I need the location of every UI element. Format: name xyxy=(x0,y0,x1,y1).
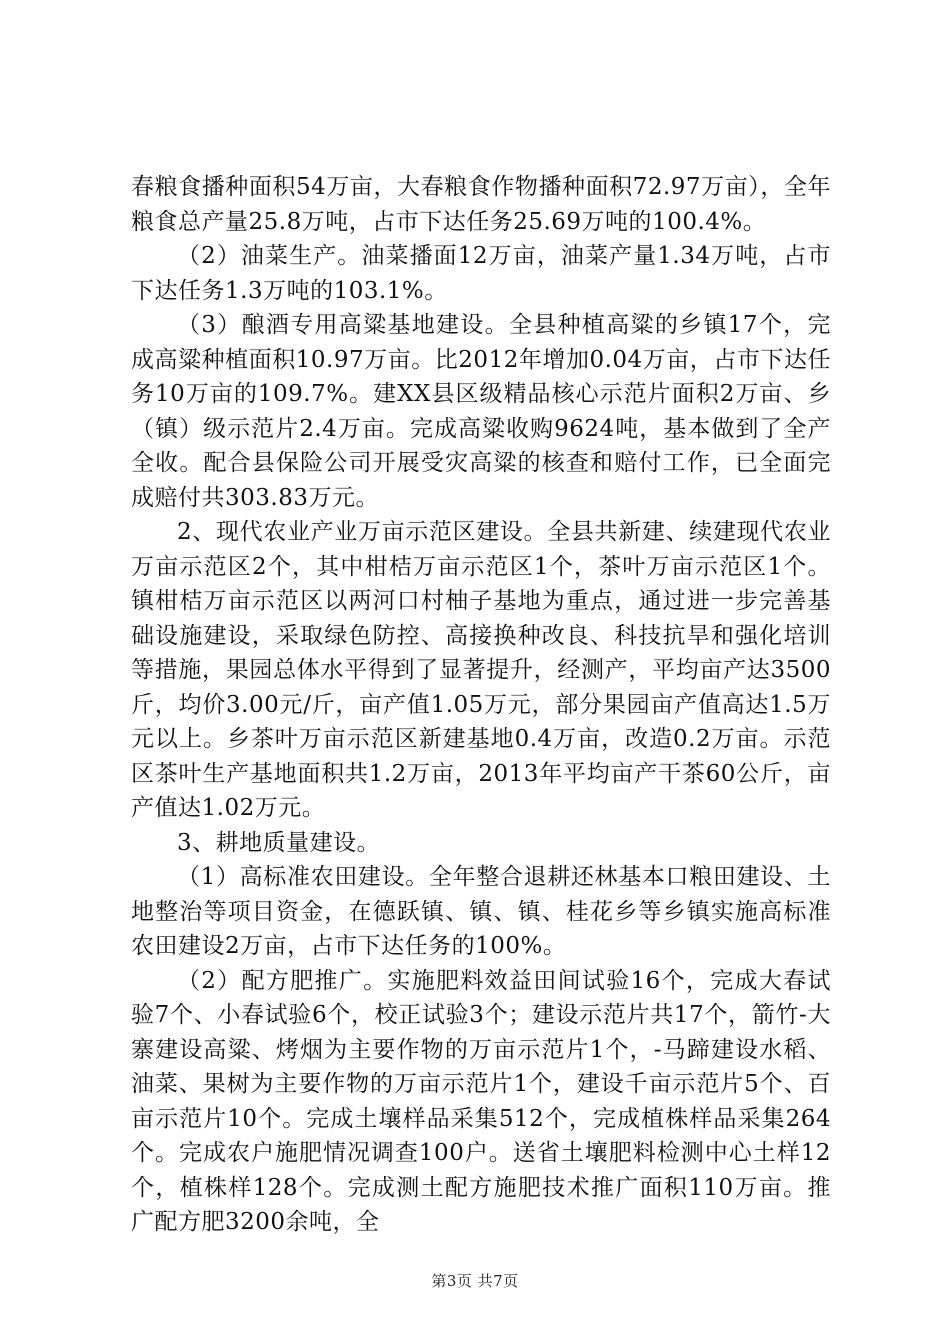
paragraph-5: 3、耕地质量建设。 xyxy=(177,829,381,856)
document-body xyxy=(131,170,831,1240)
page-footer: 第3页 共7页 xyxy=(431,1272,519,1290)
paragraph-3: （3）酿酒专用高粱基地建设。全县种植高粱的乡镇17个，完成高粱种植面积10.97万亩。比2012年增加0.04万亩，占市下达任务10万亩的109.7%。建XX县区级精品核心示范片面积2万亩、乡（镇）级示范片2.4万亩。完成高粱收购9624吨，基本做到了全产全收。配合县保险公司开展受灾高粱的核查和赔付工作，已全面完成赔付共303.83万元。 xyxy=(131,312,831,511)
paragraph-6: （1）高标准农田建设。全年整合退耕还林基本口粮田建设、土地整治等项目资金，在德跃镇、镇、镇、桂花乡等乡镇实施高标准农田建设2万亩，占市下达任务的100%。 xyxy=(131,864,831,959)
paragraph-2: （2）油菜生产。油菜播面12万亩，油菜产量1.34万吨，占市下达任务1.3万吨的103.1%。 xyxy=(131,243,831,304)
paragraph-7: （2）配方肥推广。实施肥料效益田间试验16个，完成大春试验7个、小春试验6个，校正试验3个；建设示范片共17个，箭竹-大寨建设高粱、烤烟为主要作物的万亩示范片1个，-马蹄建设水稻、油菜、果树为主要作物的万亩示范片1个，建设千亩示范片5个、百亩示范片10个。完成土壤样品采集512个，完成植株样品采集264个。完成农户施肥情况调查100户。送省土壤肥料检测中心土样12个，植株样128个。完成测土配方施肥技术推广面积110万亩。推广配方肥3200余吨，全 xyxy=(131,967,831,1235)
paragraph-1: 春粮食播种面积54万亩，大春粮食作物播种面积72.97万亩），全年粮食总产量25.8万吨，占市下达任务25.69万吨的100.4%。 xyxy=(131,174,831,235)
paragraph-4: 2、现代农业产业万亩示范区建设。全县共新建、续建现代农业万亩示范区2个，其中柑桔万亩示范区1个，茶叶万亩示范区1个。镇柑桔万亩示范区以两河口村柚子基地为重点，通过进一步完善基础设施建设，采取绿色防控、高接换种改良、科技抗旱和强化培训等措施，果园总体水平得到了显著提升，经测产，平均亩产达3500斤，均价3.00元/斤，亩产值1.05万元，部分果园亩产值高达1.5万元以上。乡茶叶万亩示范区新建基地0.4万亩，改造0.2万亩。示范区茶叶生产基地面积共1.2万亩，2013年平均亩产干茶60公斤，亩产值达1.02万元。 xyxy=(131,519,831,821)
